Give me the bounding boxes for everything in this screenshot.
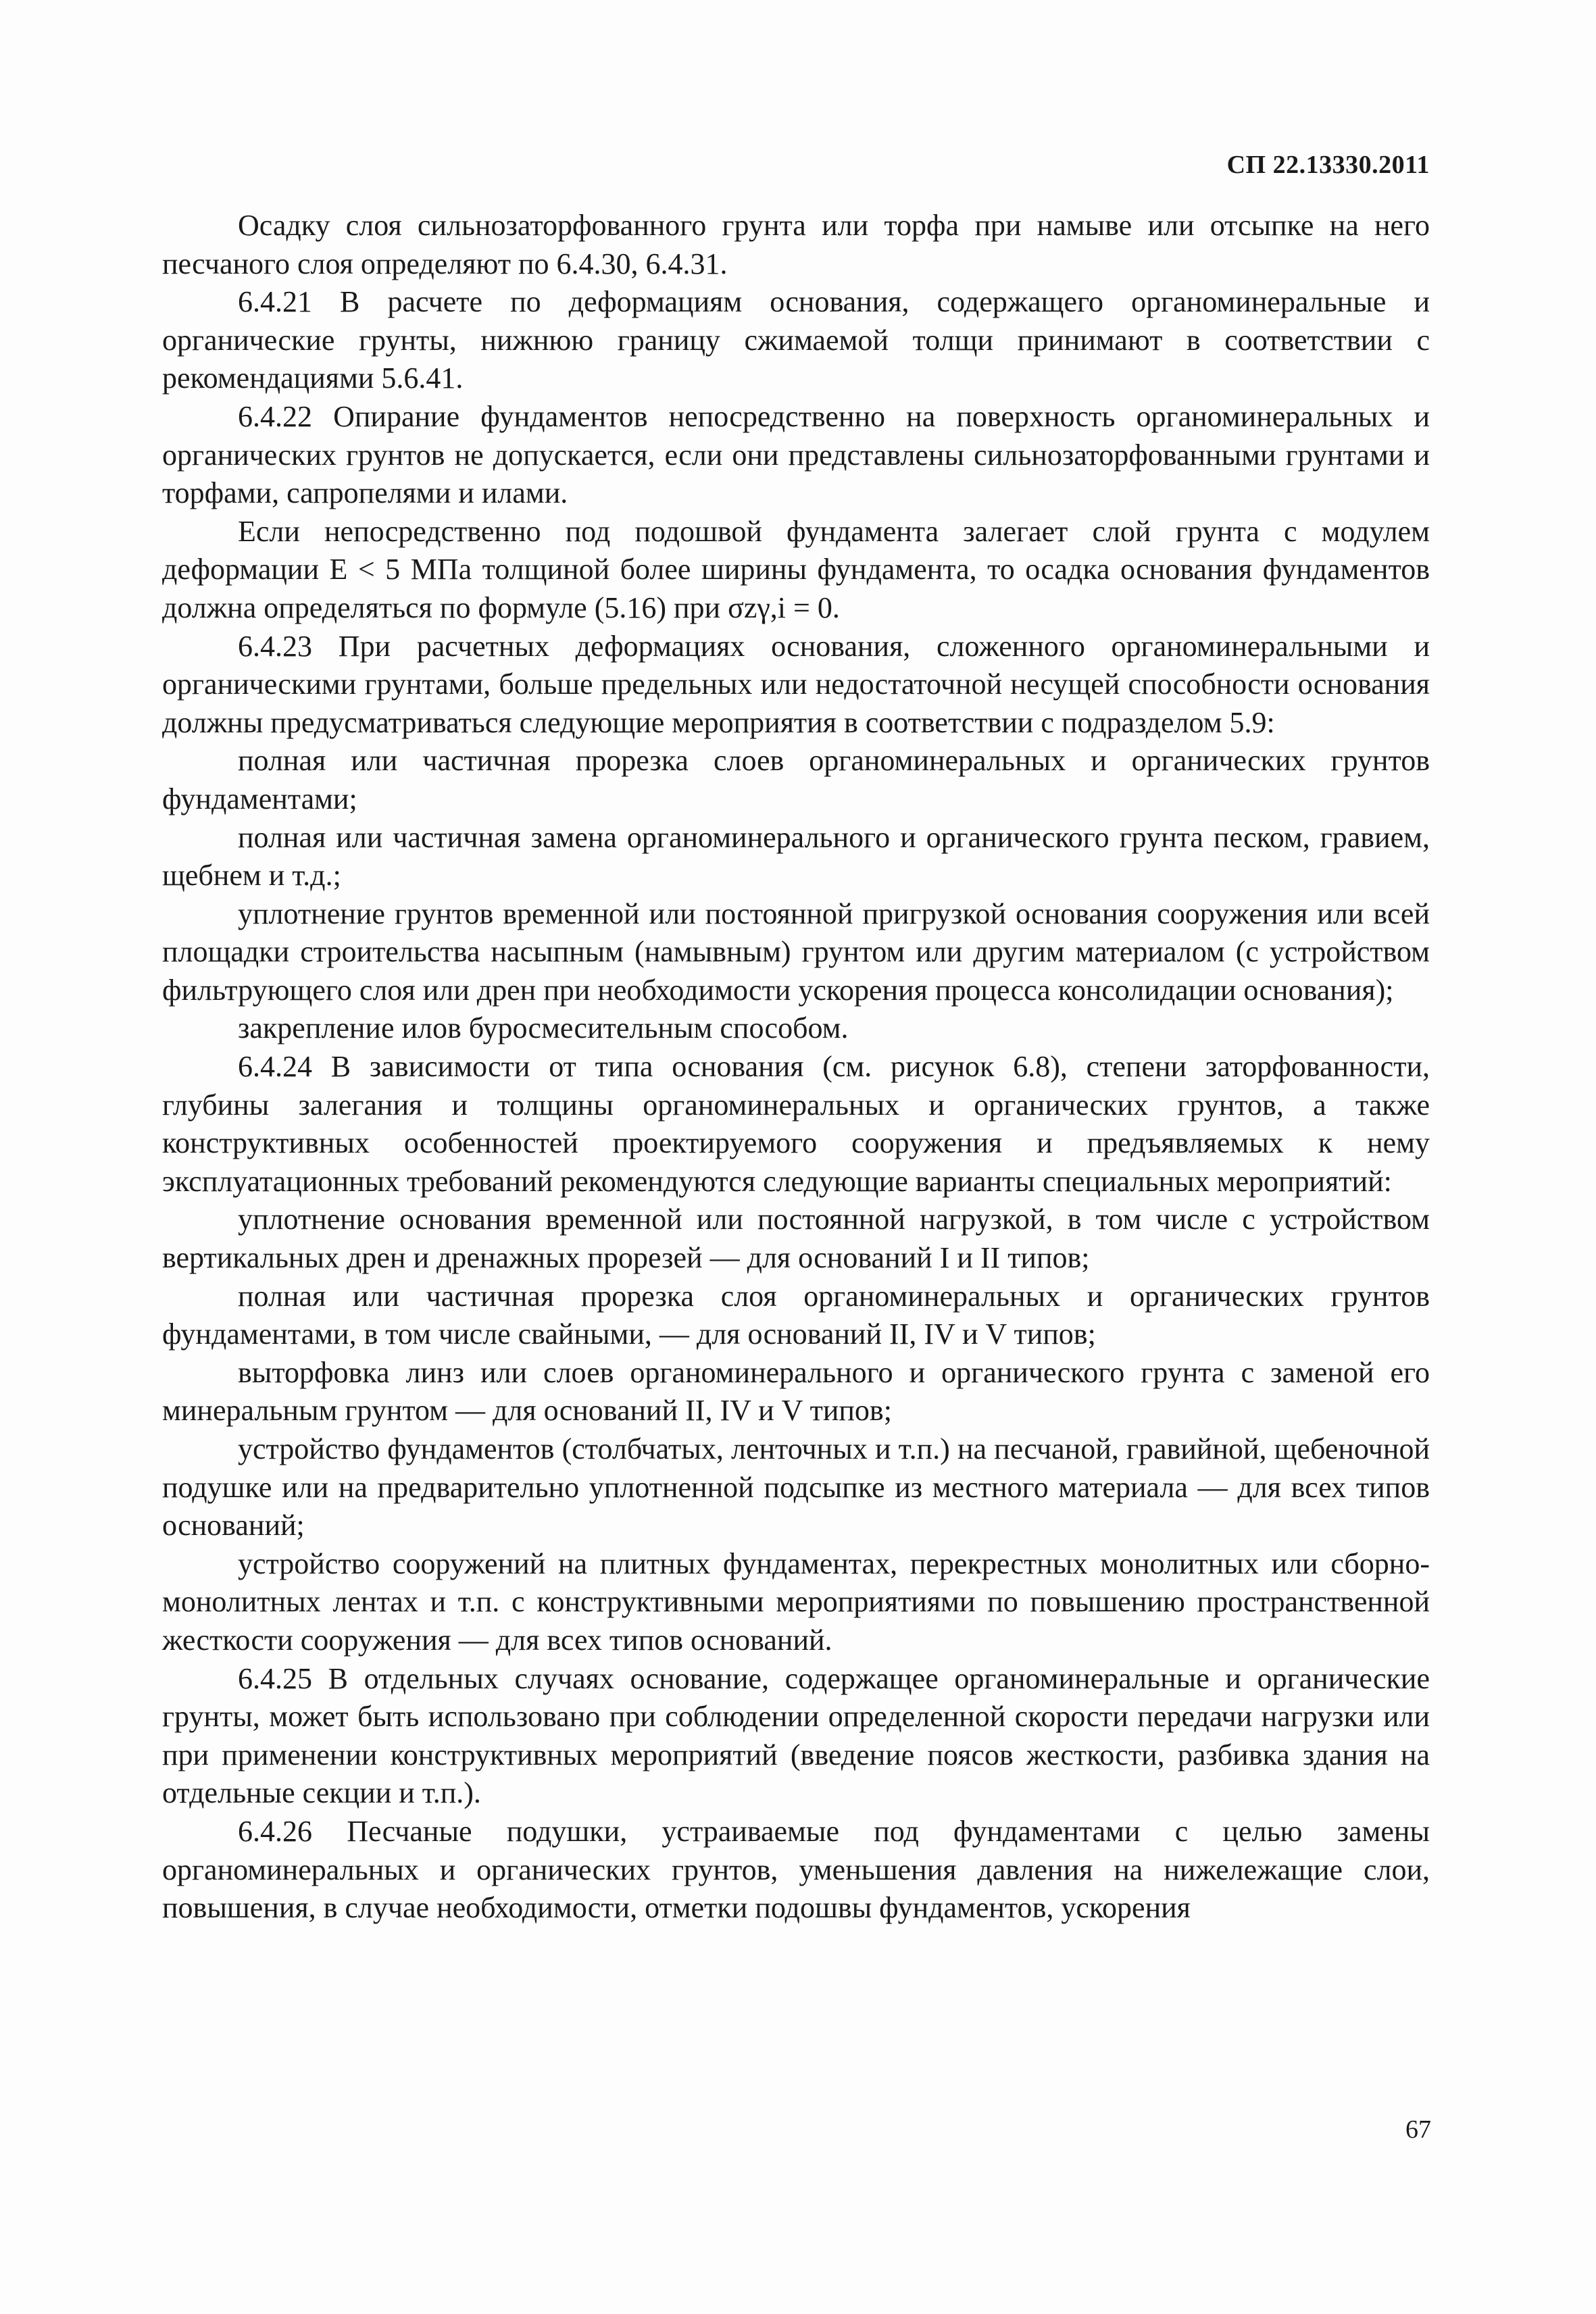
document-code-header: СП 22.13330.2011 [1226,151,1430,179]
paragraph-peat-settlement: Осадку слоя сильнозаторфованного грунта или торфа при намыве или отсыпке на него песчаного слоя определяют по 6.4.30, 6.4.31. [162,209,1430,280]
paragraph-6-4-26: 6.4.26 Песчаные подушки, устраиваемые под фундаментами с целью замены органоминеральных и органических грунтов, уменьшения давления на нижележащие слои, повышения, в случае необходимости, отметки подошвы фундаментов, ускорения [162,1814,1430,1925]
list-item-silt-fixing: закрепление илов буросмесительным способом. [238,1011,849,1045]
list-item-pile-cutting: полная или частичная прорезка слоя органоминеральных и органических грунтов фундаментами, в том числе свайными, — для оснований II, IV и V типов; [162,1279,1430,1351]
paragraph-6-4-24: 6.4.24 В зависимости от типа основания (см. рисунок 6.8), степени заторфованности, глубины залегания и толщины органоминеральных и органических грунтов, а также конструктивных особенностей проектируемого сооружения и предъявляемых к нему эксплуатационных требований рекомендуются следующие варианты специальных мероприятий: [162,1050,1430,1198]
page-number: 67 [1405,2115,1431,2144]
list-item-slab-foundations: устройство сооружений на плитных фундаментах, перекрестных монолитных или сборно-монолитных лентах и т.п. с конструктивными мероприятиями по повышению пространственной жесткости сооружения — для всех типов оснований. [162,1546,1430,1657]
list-item-compaction: уплотнение грунтов временной или постоянной пригрузкой основания сооружения или всей площадки строительства насыпным (намывным) грунтом или другим материалом (с устройством фильтрующего слоя или дрен при необходимости ускорения процесса консолидации основания); [162,897,1430,1007]
paragraph-6-4-25: 6.4.25 В отдельных случаях основание, содержащее органоминеральные и органические грунты, может быть использовано при соблюдении определенной скорости передачи нагрузки или при применении конструктивных мероприятий (введение поясов жесткости, разбивка здания на отдельные секции и т.п.). [162,1661,1430,1810]
list-item-peat-removal: выторфовка линз или слоев органоминерального и органического грунта с заменой его минеральным грунтом — для оснований II, IV и V типов; [162,1355,1430,1428]
paragraph-deformation-modulus: Если непосредственно под подошвой фундамента залегает слой грунта с модулем деформации E < 5 МПа толщиной более ширины фундамента, то осадка основания фундаментов должна определяться по формуле (5.16) при σzγ,i = 0. [162,514,1430,624]
paragraph-6-4-22: 6.4.22 Опирание фундаментов непосредственно на поверхность органоминеральных и органических грунтов не допускается, если они представлены сильнозаторфованными грунтами и торфами, сапропелями и илами. [162,399,1430,510]
list-item-cutting: полная или частичная прорезка слоев органоминеральных и органических грунтов фундаментами; [162,744,1430,815]
document-body [162,207,1430,1928]
paragraph-6-4-23: 6.4.23 При расчетных деформациях основания, сложенного органоминеральными и органическими грунтами, больше предельных или недостаточной несущей способности основания должны предусматриваться следующие мероприятия в соответствии с подразделом 5.9: [162,629,1430,739]
list-item-replacement: полная или частичная замена органоминерального и органического грунта песком, гравием, щебнем и т.д.; [162,820,1430,892]
list-item-load-compaction: уплотнение основания временной или постоянной нагрузкой, в том числе с устройством вертикальных дрен и дренажных прорезей — для оснований I и II типов; [162,1203,1430,1275]
list-item-cushion-foundations: устройство фундаментов (столбчатых, ленточных и т.п.) на песчаной, гравийной, щебеночной подушке или на предварительно уплотненной подсыпке из местного материала — для всех типов оснований; [162,1432,1430,1542]
paragraph-6-4-21: 6.4.21 В расчете по деформациям основания, содержащего органоминеральные и органические грунты, нижнюю границу сжимаемой толщи принимают в соответствии с рекомендациями 5.6.41. [162,285,1430,395]
